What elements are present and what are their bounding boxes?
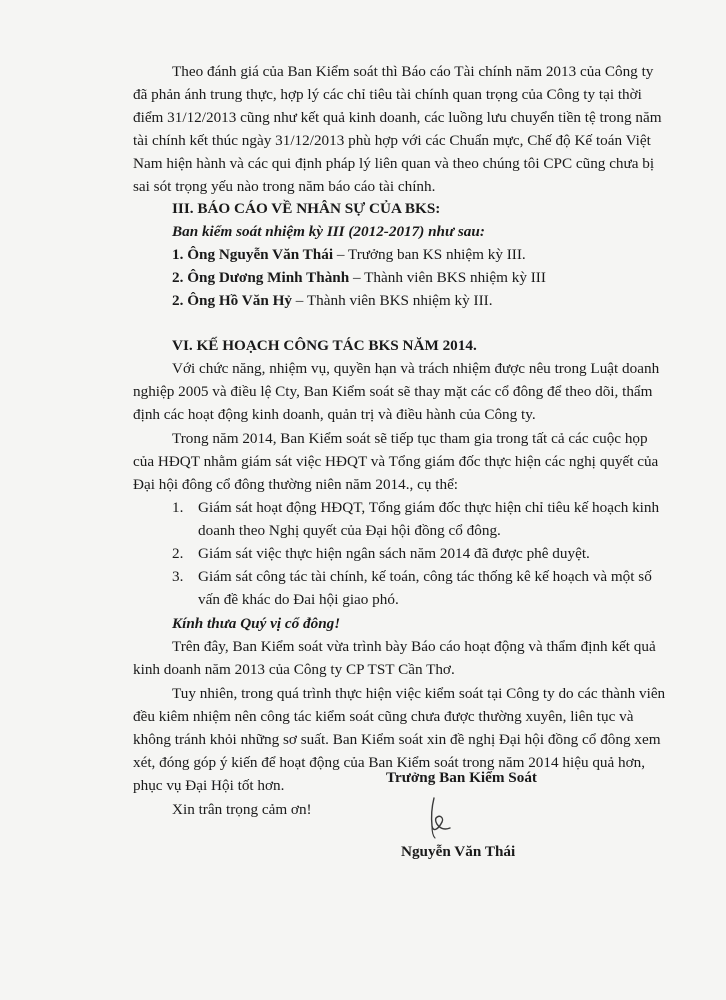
section-3-subheading: Ban kiểm soát nhiệm kỳ III (2012-2017) như sau:	[172, 223, 485, 240]
member-2-name: 2. Ông Dương Minh Thành	[172, 269, 350, 286]
section-6-p1-line-2: nghiệp 2005 và điều lệ Cty, Ban Kiểm soát sẽ thay mặt các cổ đông để theo dõi, thẩm	[133, 383, 653, 400]
closing-p2-line-4: xét, đóng góp ý kiến để hoạt động của Ban Kiểm soát trong năm 2014 hiệu quả hơn,	[133, 754, 646, 771]
conclusion-line-1: Theo đánh giá của Ban Kiểm soát thì Báo cáo Tài chính năm 2013 của Công ty	[172, 63, 654, 80]
section-6-heading: VI. KẾ HOẠCH CÔNG TÁC BKS NĂM 2014.	[172, 337, 477, 354]
conclusion-line-6: sai sót trọng yếu nào trong năm báo cáo tài chính.	[133, 178, 436, 195]
salutation: Kính thưa Quý vị cổ đông!	[172, 615, 341, 632]
item-1-line-1: Giám sát hoạt động HĐQT, Tổng giám đốc thực hiện chỉ tiêu kế hoạch kinh	[198, 499, 660, 516]
conclusion-line-5: Nam hiện hành và các qui định pháp lý liên quan và theo chúng tôi CPC cũng chưa bị	[133, 155, 655, 172]
closing-p2-line-1: Tuy nhiên, trong quá trình thực hiện việc kiểm soát tại Công ty do các thành viên	[172, 685, 666, 702]
item-2-number: 2.	[172, 545, 184, 562]
section-6-p1-line-1: Với chức năng, nhiệm vụ, quyền hạn và trách nhiệm được nêu trong Luật doanh	[172, 360, 660, 377]
member-1	[172, 245, 526, 265]
member-2	[172, 268, 546, 288]
signer-name: Nguyễn Văn Thái	[401, 843, 516, 860]
closing-p2-line-2: đều kiêm nhiệm nên công tác kiểm soát cũng chưa được thường xuyên, liên tục và	[133, 708, 634, 725]
member-3-role: – Thành viên BKS nhiệm kỳ III.	[291, 292, 493, 309]
section-6-p1-line-3: định các hoạt động kinh doanh, quản trị và điều hành của Công ty.	[133, 406, 536, 423]
closing-p2-line-3: không tránh khỏi những sơ suất. Ban Kiểm soát xin đề nghị Đại hội đồng cổ đông xem	[133, 731, 661, 748]
section-6-p2-line-2: của HĐQT nhằm giám sát việc HĐQT và Tổng giám đốc thực hiện các nghị quyết của	[133, 453, 659, 470]
closing-p1-line-1: Trên đây, Ban Kiểm soát vừa trình bày Báo cáo hoạt động và thẩm định kết quả	[172, 638, 656, 655]
item-3-number: 3.	[172, 568, 184, 585]
closing-p2-line-5: phục vụ Đại Hội tốt hơn.	[133, 777, 285, 794]
thanks-line: Xin trân trọng cảm ơn!	[172, 801, 312, 818]
section-6-p2-line-3: Đại hội đông cổ đông thường niên năm 2014., cụ thể:	[133, 476, 459, 493]
section-6-p2-line-1: Trong năm 2014, Ban Kiểm soát sẽ tiếp tục tham gia trong tất cả các cuộc họp	[172, 430, 648, 447]
item-3-line-1: Giám sát công tác tài chính, kế toán, công tác thống kê kế hoạch và một số	[198, 568, 652, 585]
member-3	[172, 291, 493, 311]
signature-title: Trưởng Ban Kiểm Soát	[386, 769, 537, 786]
item-2-line-1: Giám sát việc thực hiện ngân sách năm 2014 đã được phê duyệt.	[198, 545, 590, 562]
conclusion-line-2: đã phản ánh trung thực, hợp lý các chỉ tiêu tài chính quan trọng của Công ty tại thời	[133, 86, 642, 103]
conclusion-line-3: điểm 31/12/2013 cũng như kết quả kinh doanh, các luồng lưu chuyển tiền tệ trong năm	[133, 109, 662, 126]
closing-p1-line-2: kinh doanh năm 2013 của Công ty CP TST Cần Thơ.	[133, 661, 455, 678]
item-1-line-2: doanh theo Nghị quyết của Đại hội đồng cổ đông.	[198, 522, 501, 539]
member-1-name: 1. Ông Nguyễn Văn Thái	[172, 246, 334, 263]
member-3-name: 2. Ông Hồ Văn Hỷ	[172, 292, 292, 309]
conclusion-line-4: tài chính kết thúc ngày 31/12/2013 phù hợp với các Chuẩn mực, Chế độ Kế toán Việt	[133, 132, 651, 149]
handwritten-signature	[420, 792, 460, 842]
member-2-role: – Thành viên BKS nhiệm kỳ III	[349, 269, 546, 286]
item-3-line-2: vấn đề khác do Đai hội giao phó.	[198, 591, 399, 608]
item-1-number: 1.	[172, 499, 184, 516]
member-1-role: – Trưởng ban KS nhiệm kỳ III.	[333, 246, 526, 263]
section-3-heading: III. BÁO CÁO VỀ NHÂN SỰ CỦA BKS:	[172, 200, 441, 217]
